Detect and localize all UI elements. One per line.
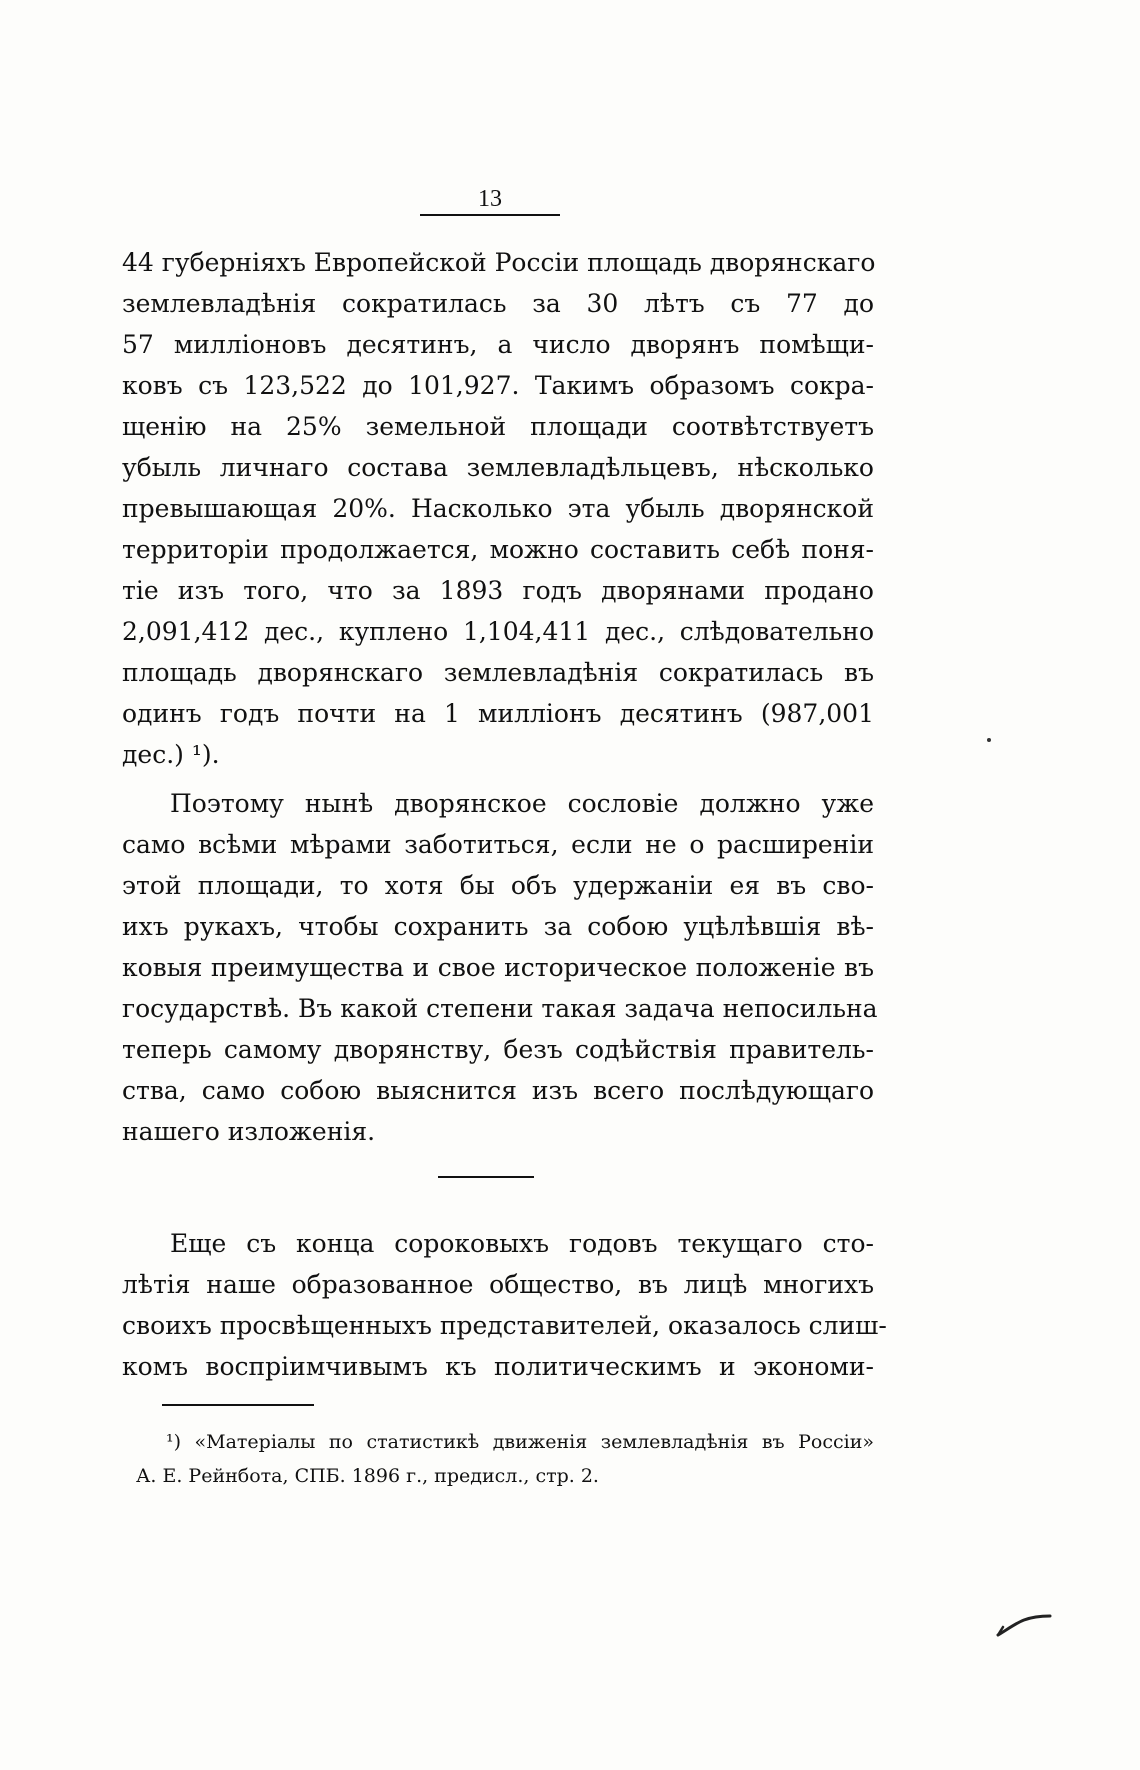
paragraph-line: ихъ рукахъ, чтобы сохранить за собою уцѣлѣвшія вѣ-: [122, 912, 874, 941]
paragraph-line: 44 губерніяхъ Европейской Россіи площадь дворянскаго: [122, 248, 876, 277]
paragraph-line: землевладѣнія сократилась за 30 лѣтъ съ 77 до: [122, 289, 874, 318]
ink-stroke-mark: [994, 1611, 1054, 1641]
footnote-rule: [162, 1404, 314, 1406]
footnote-line: ¹) «Матеріалы по статистикѣ движенія землевладѣнія въ Россіи»: [166, 1431, 874, 1453]
page-header: [420, 186, 560, 216]
paragraph-line: нашего изложенія.: [122, 1117, 376, 1146]
paragraph-1: [122, 242, 874, 775]
footnote: [136, 1425, 874, 1493]
paragraph-line: щенію на 25% земельной площади соотвѣтствуетъ: [122, 412, 874, 441]
paragraph-line: комъ воспріимчивымъ къ политическимъ и экономи-: [122, 1352, 874, 1381]
section-divider: [438, 1176, 534, 1178]
ink-speck: [987, 738, 991, 742]
paragraph-line: тіе изъ того, что за 1893 годъ дворянами продано: [122, 576, 874, 605]
paragraph-line: своихъ просвѣщенныхъ представителей, оказалось слиш-: [122, 1311, 887, 1340]
paragraph-line: государствѣ. Въ какой степени такая задача непосильна: [122, 994, 878, 1023]
paragraph-line: ковыя преимущества и свое историческое положеніе въ: [122, 953, 874, 982]
paragraph-2: [122, 783, 878, 1152]
paragraph-line: Еще съ конца сороковыхъ годовъ текущаго сто-: [170, 1229, 874, 1258]
footnote-line: А. Е. Рейнбота, СПБ. 1896 г., предисл., стр. 2.: [136, 1465, 599, 1487]
header-rule: [420, 214, 560, 216]
paragraph-line: дес.) ¹).: [122, 740, 220, 769]
paragraph-line: одинъ годъ почти на 1 милліонъ десятинъ (987,001: [122, 699, 874, 728]
page-number: 13: [478, 186, 502, 212]
paragraph-line: ковъ съ 123,522 до 101,927. Такимъ образомъ сокра-: [122, 371, 874, 400]
paragraph-line: этой площади, то хотя бы объ удержаніи ея въ сво-: [122, 871, 874, 900]
paragraph-line: площадь дворянскаго землевладѣнія сократилась въ: [122, 658, 874, 687]
paragraph-line: 57 милліоновъ десятинъ, а число дворянъ помѣщи-: [122, 330, 874, 359]
paragraph-line: Поэтому нынѣ дворянское сословіе должно уже: [170, 789, 874, 818]
paragraph-line: убыль личнаго состава землевладѣльцевъ, нѣсколько: [122, 453, 874, 482]
paragraph-line: 2,091,412 дес., куплено 1,104,411 дес., слѣдовательно: [122, 617, 874, 646]
paragraph-line: теперь самому дворянству, безъ содѣйствія правитель-: [122, 1035, 874, 1064]
paragraph-line: лѣтія наше образованное общество, въ лицѣ многихъ: [122, 1270, 874, 1299]
paragraph-3: [122, 1223, 887, 1387]
paragraph-line: территоріи продолжается, можно составить себѣ поня-: [122, 535, 874, 564]
paragraph-line: превышающая 20%. Насколько эта убыль дворянской: [122, 494, 874, 523]
paragraph-line: само всѣми мѣрами заботиться, если не о расширеніи: [122, 830, 874, 859]
paragraph-line: ства, само собою выяснится изъ всего послѣдующаго: [122, 1076, 874, 1105]
